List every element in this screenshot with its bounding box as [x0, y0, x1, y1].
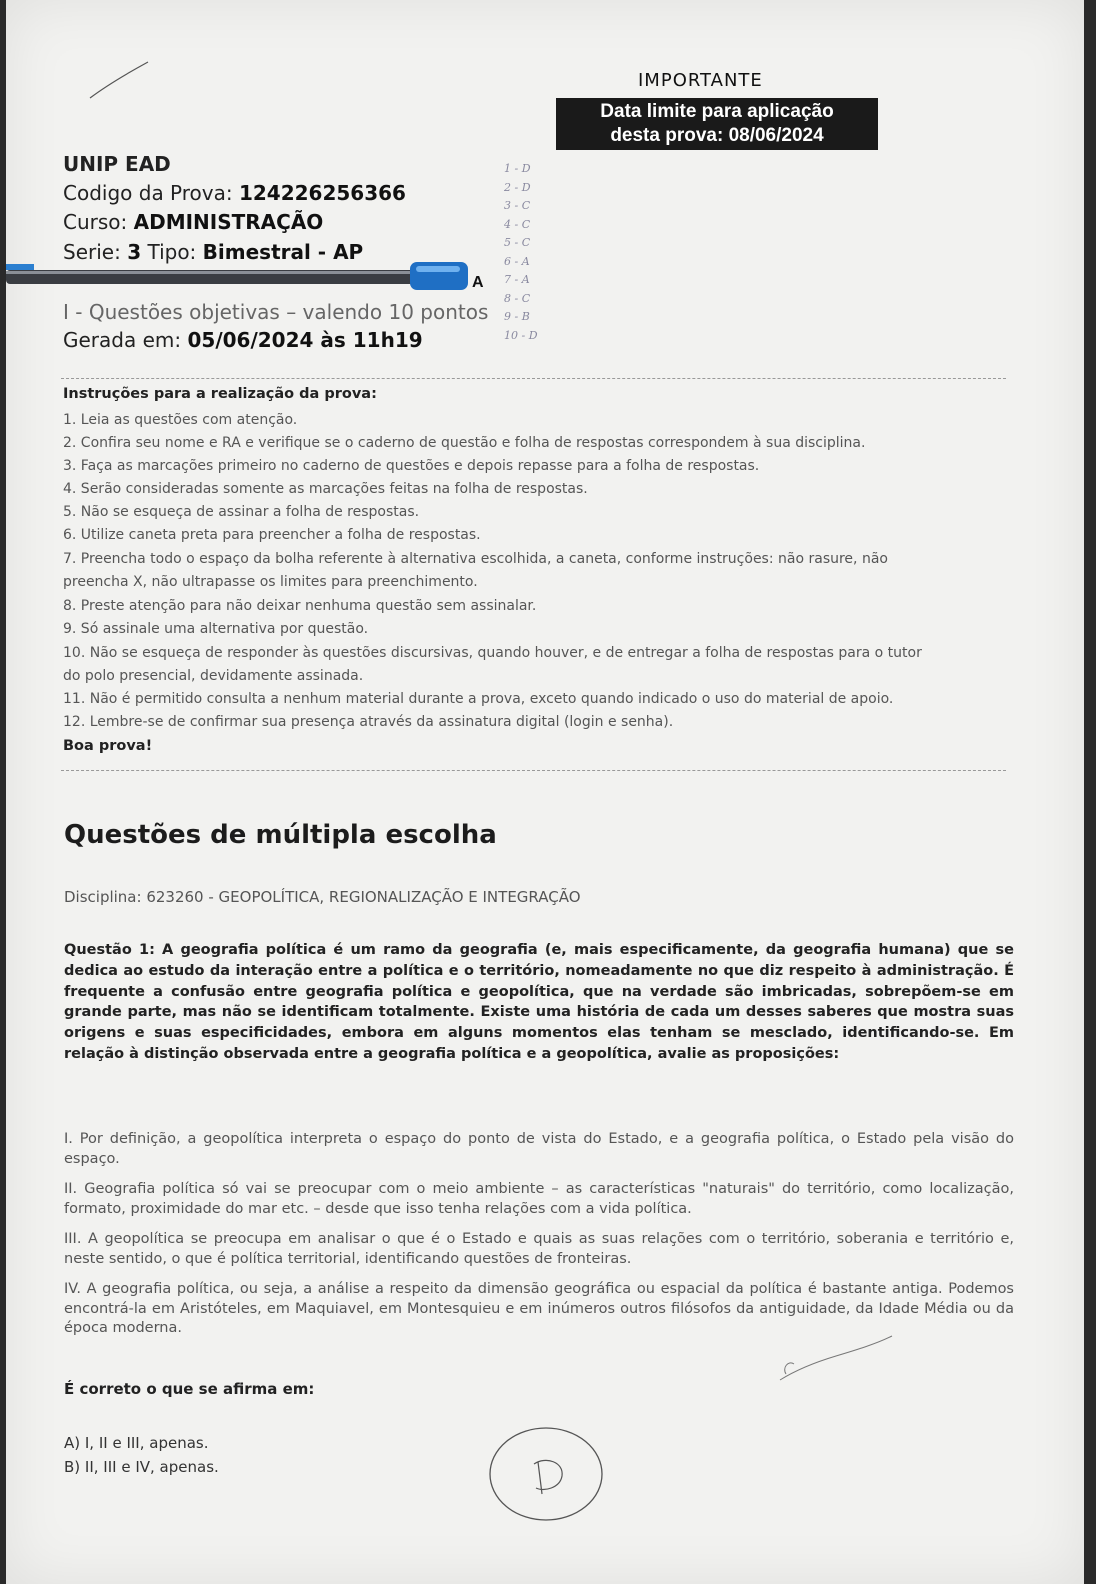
generated-date	[63, 328, 423, 352]
instruction-item: 3. Faça as marcações primeiro no caderno de questões e depois repasse para a folha de respostas.	[63, 458, 760, 474]
questions-value-line: I - Questões objetivas – valendo 10 pontos	[63, 300, 489, 324]
instruction-item: 10. Não se esqueça de responder às questões discursivas, quando houver, e de entregar a folha de respostas para o tutor	[63, 645, 922, 661]
important-heading: IMPORTANTE	[638, 70, 763, 91]
deadline-banner	[556, 98, 878, 150]
series-value: 3	[127, 240, 142, 264]
instruction-item: 8. Preste atenção para não deixar nenhuma questão sem assinalar.	[63, 598, 537, 614]
instruction-item: 2. Confira seu nome e RA e verifique se o caderno de questão e folha de respostas correspondem à sua disciplina.	[63, 435, 866, 451]
proposition-ii: II. Geografia política só vai se preocupar com o meio ambiente – as características "naturais" do território, como localização, formato, proximidade do mar etc. – desde que isso tenha relações com a vida política.	[64, 1181, 1014, 1217]
instruction-item: 4. Serão consideradas somente as marcações feitas na folha de respostas.	[63, 481, 588, 497]
option-b[interactable]: B) II, III e IV, apenas.	[64, 1458, 219, 1476]
deadline-line-2: desta prova: 08/06/2024	[610, 125, 824, 146]
pen-icon	[6, 258, 484, 294]
instruction-item: 7. Preencha todo o espaço da bolha referente à alternativa escolhida, a caneta, conforme instruções: não rasure, não	[63, 551, 888, 567]
exam-code-label: Codigo da Prova:	[63, 181, 233, 205]
instruction-item: do polo presencial, devidamente assinada.	[63, 668, 364, 684]
divider-top	[61, 378, 1006, 379]
course-label: Curso:	[63, 210, 128, 234]
type-label: Tipo:	[147, 240, 197, 264]
option-a[interactable]: A) I, II e III, apenas.	[64, 1434, 209, 1452]
instruction-item: preencha X, não ultrapasse os limites para preenchimento.	[63, 574, 478, 590]
closing-text: Boa prova!	[63, 738, 153, 754]
instruction-item: 9. Só assinale uma alternativa por questão.	[63, 621, 369, 637]
handwritten-circle-mark	[484, 1418, 606, 1526]
course-value: ADMINISTRAÇÃO	[133, 210, 324, 234]
instruction-item: 12. Lembre-se de confirmar sua presença através da assinatura digital (login e senha).	[63, 714, 674, 730]
series-label: Serie:	[63, 240, 121, 264]
instruction-item: 11. Não é permitido consulta a nenhum material durante a prova, exceto quando indicado o uso do material de apoio.	[63, 691, 894, 707]
proposition-iv: IV. A geografia política, ou seja, a análise a respeito da dimensão geográfica ou espacial da política é bastante antiga. Podemos encontrá-la em Aristóteles, em Maquiavel, em Montesquieu e em inúmeros outros filósofos da antiguidade, da Idade Média ou da época moderna.	[64, 1281, 1014, 1336]
svg-text:A: A	[472, 274, 484, 291]
deadline-line-1: Data limite para aplicação	[600, 101, 834, 122]
handwritten-answer-key: 1 - D 2 - D 3 - C 4 - C 5 - C 6 - A 7 - A 8 - C 9 - B 10 - D	[504, 162, 538, 342]
proposition-i: I. Por definição, a geopolítica interpreta o espaço do ponto de vista do Estado, e a geografia política, o Estado pela visão do espaço.	[64, 1131, 1014, 1167]
divider-bottom	[61, 770, 1006, 771]
instruction-item: 1. Leia as questões com atenção.	[63, 412, 298, 428]
course	[63, 210, 323, 234]
handwritten-signature-mark	[776, 1330, 896, 1390]
instruction-item: 5. Não se esqueça de assinar a folha de respostas.	[63, 504, 420, 520]
type-value: Bimestral - AP	[202, 240, 364, 264]
exam-code-value: 124226256366	[238, 181, 406, 205]
exam-page	[6, 0, 1084, 1584]
question-prompt: É correto o que se afirma em:	[64, 1380, 315, 1398]
generated-value: 05/06/2024 às 11h19	[187, 328, 423, 352]
section-title: Questões de múltipla escolha	[64, 820, 497, 850]
exam-code	[63, 181, 406, 205]
instruction-item: 6. Utilize caneta preta para preencher a folha de respostas.	[63, 527, 481, 543]
discipline: Disciplina: 623260 - GEOPOLÍTICA, REGIONALIZAÇÃO E INTEGRAÇÃO	[64, 888, 581, 906]
institution-name: UNIP EAD	[63, 152, 171, 176]
instructions-title: Instruções para a realização da prova:	[63, 386, 377, 402]
generated-label: Gerada em:	[63, 328, 182, 352]
pen-scribble-mark	[86, 56, 156, 102]
proposition-iii: III. A geopolítica se preocupa em analisar o que é o Estado e quais as suas relações com o território, soberania e território e, neste sentido, o que é política territorial, identificando questões de fronteiras.	[64, 1231, 1014, 1267]
question-1-statement: Questão 1: A geografia política é um ramo da geografia (e, mais especificamente, da geografia humana) que se dedica ao estudo da interação entre a política e o território, nomeadamente no que diz respeito à administração. É frequente a confusão entre geografia política e geopolítica, que na verdade são imbricadas, sobrepõem-se em grande parte, mas não se identificam totalmente. Existe uma história de cada um desses saberes que mostra suas origens e suas especificidades, embora em alguns momentos elas tenham se mesclado, identificando-se. Em relação à distinção observada entre a geografia política e a geopolítica, avalie as proposições:	[64, 942, 1014, 1062]
